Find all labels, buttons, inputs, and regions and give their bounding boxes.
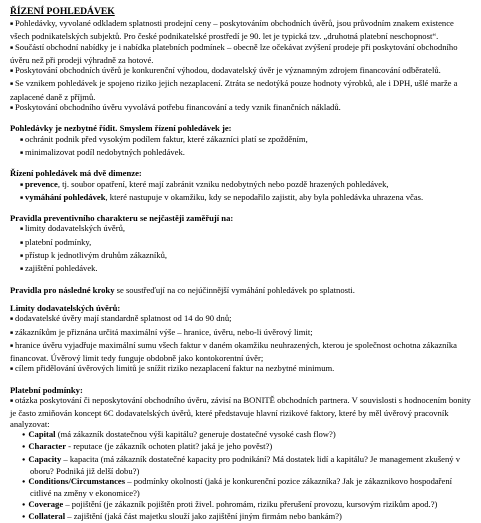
list-item <box>10 511 475 523</box>
section-heading-limits: Limity dodavatelských úvěrů: <box>10 302 121 313</box>
payment-terms-intro: ■ otázka poskytování či neposkytování obchodního úvěru, závisí na BONITĚ obchodních partnera. V souvislosti s hodnocením bonity je často zmiňován koncept 6C dodavatelských úvěrů, které představuje hlavní rizikové faktory, které by měl úvěrový pracovník analyzovat: <box>10 395 475 429</box>
intro-paragraph: ■ Součástí obchodní nabídky je i nabídka platebních podmínek – obecně lze očekávat zvýšení prodeje při poskytování obchodního úvěru než při prodeji výhradně za hotové. <box>10 42 475 66</box>
term: Pravidla pro následné kroky <box>10 284 115 295</box>
intro-list <box>10 18 475 115</box>
intro-paragraph: ■ Pohledávky, vyvolané odkladem splatnosti prodejní ceny – poskytováním obchodních úvěrů, jsou průvodním znakem existence všech podnikatelských subjektů. Pro české podnikatelské prostředí je 90. let je typická tzv. „druhotná platební neschopnost“. <box>10 18 475 42</box>
section-heading-preventive: Pravidla preventivního charakteru se nejčastěji zaměřují na: <box>10 213 234 224</box>
list-item: ■ cílem přidělování úvěrových limitů je snížit riziko nezaplacení faktur na nezbytné minimum. <box>10 363 475 376</box>
document-title: ŘÍZENÍ POHLEDÁVEK <box>10 6 115 17</box>
term-description: – pojištění (je zákazník pojištěn proti živel. pohromám, riziku přerušení provozu, kursovým rizikům apod.?) <box>63 498 438 509</box>
list-item: ■ hranice úvěru vyjadřuje maximální sumu všech faktur v daném okamžiku neuhrazených, kterou je společnost ochotna zákazníka financovat. Úvěrový limit tedy funguje obdobně jako kontokorentní úvěr; <box>10 340 475 364</box>
term: vymáhání pohledávek <box>25 191 106 202</box>
list-item <box>10 476 475 499</box>
intro-paragraph: ■ Poskytování obchodního úvěru vyvolává potřebu financování a tedy vznik finančních nákladů. <box>10 102 475 115</box>
list-item: ■ minimalizovat podíl nedobytných pohledávek. <box>10 147 475 160</box>
term: Collateral <box>28 510 66 521</box>
section-heading-dimensions: Řízení pohledávek má dvě dimenze: <box>10 168 142 179</box>
term: prevence <box>25 178 58 189</box>
term-description: - reputace (je zákazník ochoten platit? jaká je jeho pověst?) <box>66 441 273 452</box>
term: Capital <box>28 428 56 439</box>
term: Character <box>28 441 67 452</box>
list-item: ■ limity dodavatelských úvěrů, <box>10 223 475 236</box>
list-item: ■ dodavatelské úvěry mají standardně splatnost od 14 do 90 dnů; <box>10 313 475 326</box>
list-item: ■ ochránit podnik před vysokým podílem faktur, které zákazníci platí se zpožděním, <box>10 134 475 147</box>
list-item: ■ platební podmínky, <box>10 237 475 250</box>
list-item <box>10 192 475 205</box>
section-heading-payment-terms: Platební podmínky: <box>10 384 83 395</box>
intro-paragraph: ■ Poskytování obchodních úvěrů je konkurenční výhodou, dodavatelský úvěr je významným zdrojem financování odběratelů. <box>10 65 475 78</box>
term-description: (má zákazník dostatečnou výši kapitálu? generuje dostatečné vysoké cash flow?) <box>55 428 336 439</box>
term-description: , které nastupuje v okamžiku, kdy se nepodařilo zajistit, aby byla pohledávka uhrazena včas. <box>105 191 424 202</box>
list-item <box>10 499 475 511</box>
term: Capacity <box>28 453 62 464</box>
term-description: , tj. soubor opatření, které mají zabránit vzniku nedobytných nebo pozdě hrazených pohledávek, <box>57 178 389 189</box>
list-item <box>10 429 475 441</box>
intro-paragraph: ■ Se vznikem pohledávek je spojeno riziko jejich nezaplacení. Ztráta se nedotýká pouze hodnoty výrobků, ale i DPH, ušlé marže a zaplacené daně z příjmů. <box>10 78 475 102</box>
followup-rules-paragraph <box>10 285 475 295</box>
term: Coverage <box>28 498 64 509</box>
list-item <box>10 441 475 453</box>
section-heading-purpose: Pohledávky je nezbytné řídit. Smyslem řízení pohledávek je: <box>10 123 232 134</box>
term-description: – zajištění (jaká část majetku slouží jako zajištění jiným firmám nebo bankám?) <box>65 510 342 521</box>
list-item: ■ přístup k jednotlivým druhům zákazníků, <box>10 250 475 263</box>
term-description: – podmínky okolností (jaká je konkurenční pozice zákazníka? Jak je zákaznikovo hospodaření citlivé na změny v ekonomice?) <box>30 476 453 499</box>
term: Conditions/Circumstances <box>28 476 126 487</box>
list-item: ■ zajištění pohledávek. <box>10 263 475 276</box>
list-item <box>10 179 475 192</box>
term-description: – kapacita (má zákazník dostatečné kapacity pro podnikání? Má dostatek lidí a kapitálu? Je management zkušený v oboru? Podniká již delší dobu?) <box>30 453 461 476</box>
term-description: se soustřeďují na co nejúčinnější vymáhání pohledávek po splatnosti. <box>114 284 355 295</box>
list-item <box>10 454 475 477</box>
list-item: ■ zákazníkům je přiznána určitá maximální výše – hranice, úvěru, nebo-li úvěrový limit; <box>10 327 475 340</box>
